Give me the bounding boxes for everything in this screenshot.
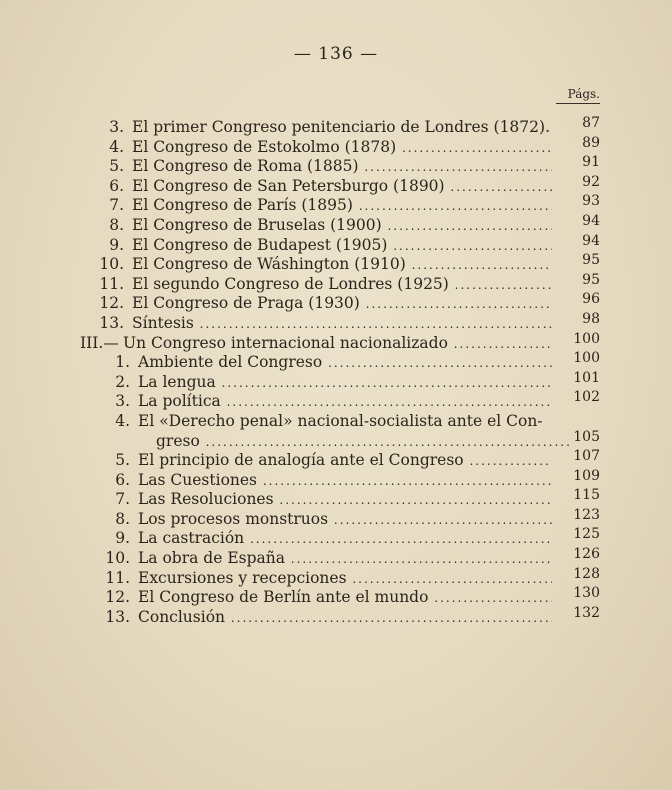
toc-entry-title: Ambiente del Congreso <box>138 353 323 372</box>
toc-entry-title: Síntesis <box>132 313 194 332</box>
toc-entry-page: 128 <box>573 565 600 582</box>
toc-entry-title: Los procesos monstruos <box>138 509 329 528</box>
toc-entry-page: 94 <box>582 232 600 249</box>
toc-entry-title: El Congreso de San Petersburgo (1890) <box>132 176 445 195</box>
toc-entry-number: 11. <box>99 274 124 293</box>
toc-entry-title: La política <box>138 392 221 411</box>
toc-entry-page: 100 <box>573 350 600 367</box>
toc-entry-title: El Congreso de Praga (1930) <box>132 294 360 313</box>
toc-entry-title: El Congreso de Roma (1885) <box>132 157 359 176</box>
toc-entry-number: 10. <box>99 255 124 274</box>
page-number: — 136 — <box>293 44 379 64</box>
toc-entry-page: 92 <box>582 173 600 190</box>
toc-entry-title: El Congreso de Budapest (1905) <box>132 235 388 254</box>
toc-entry-page: 87 <box>582 115 600 131</box>
toc-entry-title: greso <box>156 431 200 450</box>
toc-entry-number: 12. <box>105 588 130 607</box>
toc-entry-number: 12. <box>99 294 124 313</box>
toc-entry-number: 8. <box>109 215 124 234</box>
toc-entry-page: 98 <box>582 310 600 327</box>
toc-entry-title: La obra de España <box>138 549 285 568</box>
table-of-contents <box>0 115 672 627</box>
toc-entry-title: Conclusión <box>138 607 226 626</box>
toc-entry-page: 91 <box>582 154 600 171</box>
toc-entry-number: 9. <box>109 235 124 254</box>
toc-entry-title: La lengua <box>138 372 216 391</box>
toc-entry-title: Las Cuestiones <box>138 470 258 489</box>
toc-entry-number: 13. <box>99 313 124 332</box>
toc-entry <box>0 389 672 412</box>
toc-entry-page: 102 <box>573 389 600 406</box>
toc-entry-page: 130 <box>573 585 600 602</box>
toc-entry-number: 3. <box>115 392 130 411</box>
toc-entry-number: 5. <box>109 157 124 176</box>
toc-entry <box>0 604 672 628</box>
toc-entry-number: 13. <box>105 607 130 626</box>
toc-entry-title: El primer Congreso penitenciario de Londres (1872). <box>132 118 550 136</box>
toc-entry-number: 7. <box>109 196 124 215</box>
toc-entry-number: 6. <box>115 470 130 489</box>
toc-entry-number: 5. <box>115 451 130 470</box>
toc-entry-title: El Congreso de Wáshington (1910) <box>132 255 406 274</box>
toc-entry-title: El principio de analogía ante el Congreso <box>138 451 464 470</box>
toc-entry-page: 95 <box>582 252 600 269</box>
toc-entry-page: 89 <box>582 134 600 151</box>
toc-entry-page: 101 <box>573 369 600 386</box>
toc-entry-number: 1. <box>115 353 130 372</box>
toc-entry-title: El Congreso de Bruselas (1900) <box>132 215 382 234</box>
toc-entry-page: 125 <box>573 526 600 543</box>
toc-entry-title: El Congreso de París (1895) <box>132 196 353 215</box>
toc-entry-page: 123 <box>573 506 600 523</box>
toc-entry-page: 95 <box>582 271 600 288</box>
toc-entry-page: 132 <box>573 604 600 621</box>
toc-entry-title: El Congreso de Estokolmo (1878) <box>132 137 397 156</box>
toc-entry-number: 10. <box>105 549 130 568</box>
toc-entry-page: 109 <box>573 467 600 484</box>
pages-column-header: Págs. <box>556 87 600 104</box>
toc-entry-page: 115 <box>573 487 600 504</box>
toc-entry-title: La castración <box>138 529 245 548</box>
toc-entry-number: 4. <box>109 137 124 156</box>
toc-entry-page: 96 <box>582 291 600 308</box>
toc-entry-title: Un Congreso internacional nacionalizado <box>123 333 448 352</box>
toc-entry-number: 11. <box>105 568 130 587</box>
toc-entry-page: 100 <box>573 330 600 347</box>
toc-entry-number: 7. <box>115 490 130 509</box>
toc-entry-title: El segundo Congreso de Londres (1925) <box>132 274 449 293</box>
toc-entry-title: El Congreso de Berlín ante el mundo <box>138 588 429 607</box>
toc-entry-page: 94 <box>582 212 600 229</box>
toc-entry-page: 126 <box>573 546 600 563</box>
toc-entry-page: 107 <box>573 448 600 465</box>
toc-entry-number: 3. <box>109 118 124 136</box>
toc-entry-number: 4. <box>115 411 130 430</box>
toc-entry-title: El «Derecho penal» nacional-socialista ante el Con- <box>138 411 543 430</box>
toc-entry-number: 6. <box>109 176 124 195</box>
toc-entry-page: 105 <box>573 428 600 445</box>
toc-entry-page: 93 <box>582 193 600 210</box>
toc-entry-title: Las Resoluciones <box>138 490 274 509</box>
toc-entry-title: Excursiones y recepciones <box>138 568 347 587</box>
toc-entry-number: 9. <box>115 529 130 548</box>
toc-entry-number: 8. <box>115 509 130 528</box>
toc-entry-number: 2. <box>115 372 130 391</box>
toc-entry-number: III.— <box>80 333 119 352</box>
